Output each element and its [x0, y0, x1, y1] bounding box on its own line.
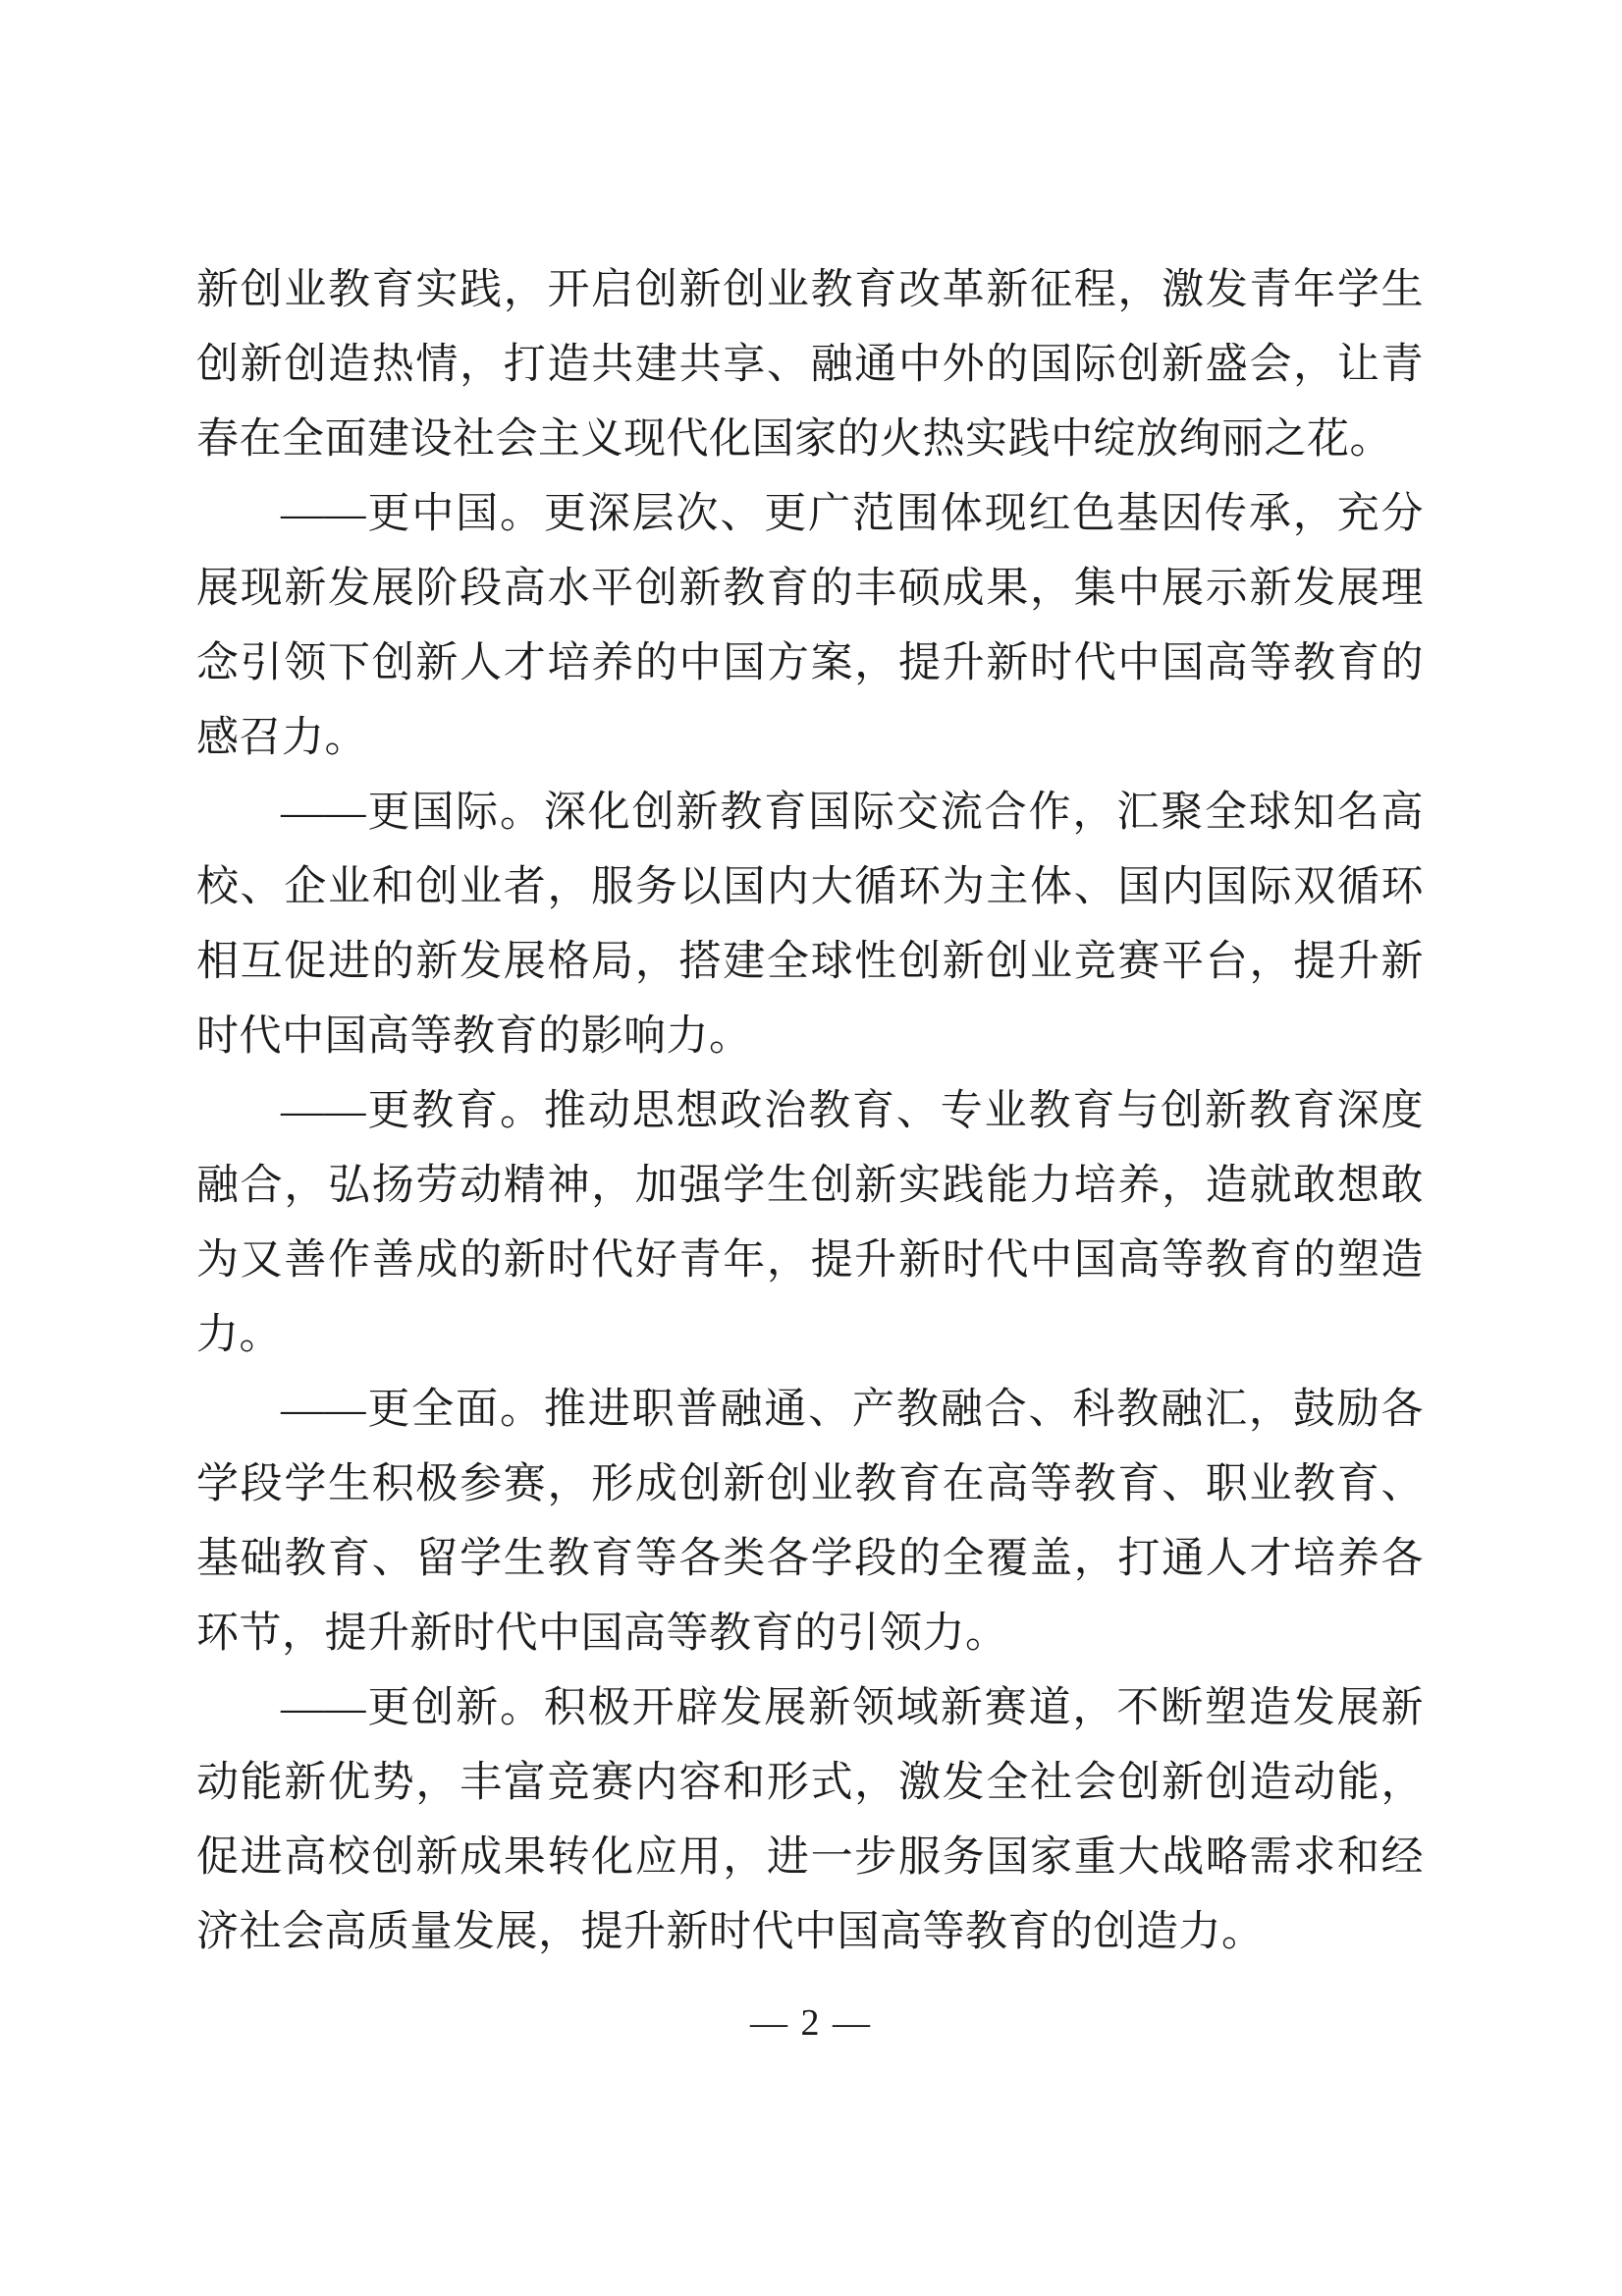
- paragraph-more-innovative: ——更创新。积极开辟发展新领域新赛道，不断塑造发展新动能新优势，丰富竞赛内容和形式，激发全社会创新创造动能，促进高校创新成果转化应用，进一步服务国家重大战略需求和经济社会高质量发展，提升新时代中国高等教育的创造力。: [196, 1685, 1424, 1955]
- paragraph-more-educational: ——更教育。推动思想政治教育、专业教育与创新教育深度融合，弘扬劳动精神，加强学生创新实践能力培养，造就敢想敢为又善作善成的新时代好青年，提升新时代中国高等教育的塑造力。: [196, 1088, 1424, 1358]
- paragraph-more-chinese: ——更中国。更深层次、更广范围体现红色基因传承，充分展现新发展阶段高水平创新教育的丰硕成果，集中展示新发展理念引领下创新人才培养的中国方案，提升新时代中国高等教育的感召力。: [196, 491, 1424, 761]
- paragraph-continuation: 新创业教育实践，开启创新创业教育改革新征程，激发青年学生创新创造热情，打造共建共享、融通中外的国际创新盛会，让青春在全面建设社会主义现代化国家的火热实践中绽放绚丽之花。: [196, 267, 1424, 463]
- paragraph-more-comprehensive: ——更全面。推进职普融通、产教融合、科教融汇，鼓励各学段学生积极参赛，形成创新创业教育在高等教育、职业教育、基础教育、留学生教育等各类各学段的全覆盖，打通人才培养各环节，提升新时代中国高等教育的引领力。: [196, 1387, 1424, 1657]
- page-number: — 2 —: [750, 2002, 872, 2044]
- paragraph-more-international: ——更国际。深化创新教育国际交流合作，汇聚全球知名高校、企业和创业者，服务以国内大循环为主体、国内国际双循环相互促进的新发展格局，搭建全球性创新创业竞赛平台，提升新时代中国高等教育的影响力。: [196, 790, 1424, 1060]
- document-body: [196, 253, 1424, 1970]
